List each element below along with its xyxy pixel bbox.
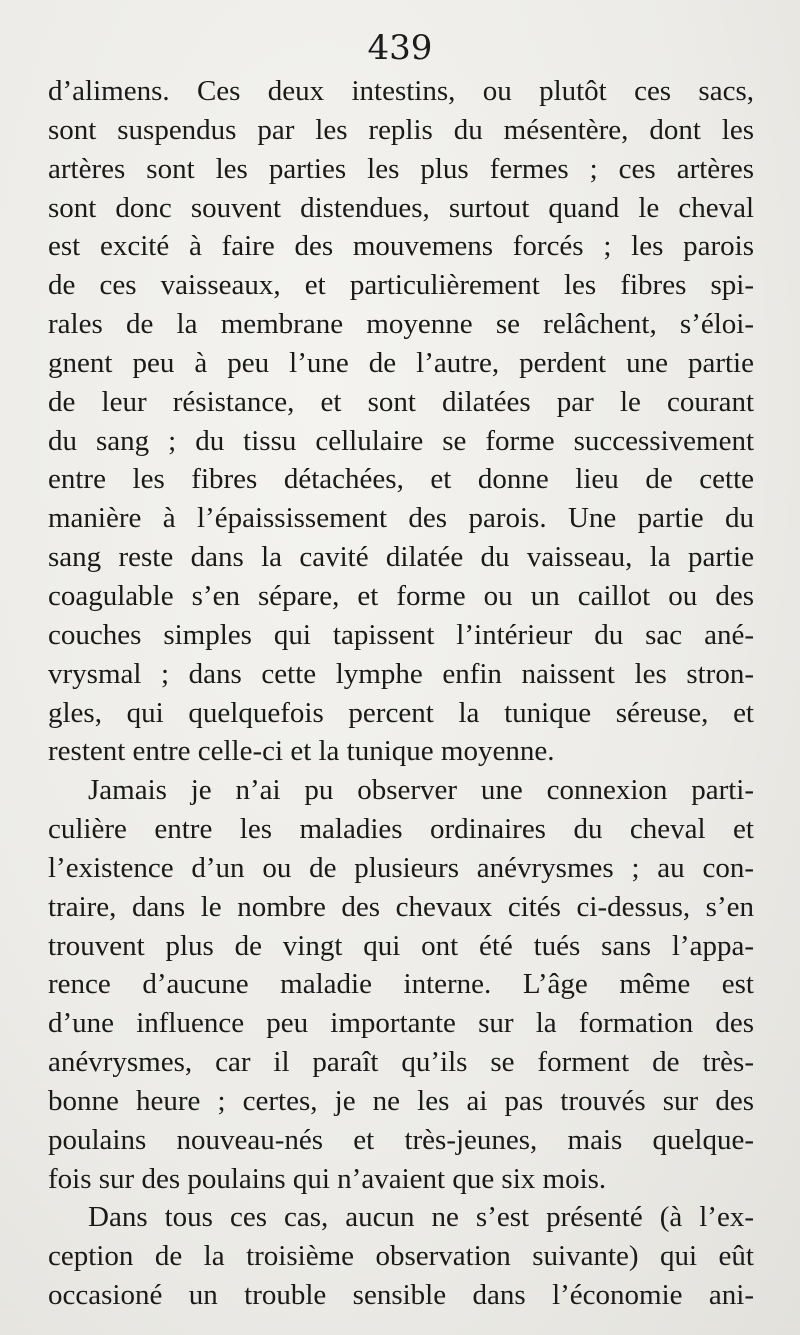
text-line: vrysmal ; dans cette lymphe enfin naissent les stron- [48, 657, 754, 690]
text-line: culière entre les maladies ordinaires du cheval et [48, 813, 754, 846]
text-line: gles, qui quelquefois percent la tunique séreuse, et [48, 696, 754, 729]
text-line: manière à l’épaississement des parois. Une partie du [48, 502, 754, 535]
text-line: d’une influence peu importante sur la formation des [48, 1007, 754, 1040]
page-number: 439 [367, 28, 433, 68]
text-line: occasioné un trouble sensible dans l’économie ani- [48, 1279, 754, 1312]
text-line: est excité à faire des mouvemens forcés ; les parois [48, 230, 754, 263]
text-line: du sang ; du tissu cellulaire se forme successivement [48, 424, 754, 457]
text-line: poulains nouveau-nés et très-jeunes, mais quelque- [48, 1123, 754, 1156]
text-line: bonne heure ; certes, je ne les ai pas trouvés sur des [48, 1084, 754, 1117]
text-line: couches simples qui tapissent l’intérieur du sac ané- [48, 618, 754, 651]
text-line: anévrysmes, car il paraît qu’ils se forment de très- [48, 1046, 754, 1079]
text-line: d’alimens. Ces deux intestins, ou plutôt ces sacs, [48, 75, 754, 107]
text-line: gnent peu à peu l’une de l’autre, perdent une partie [48, 346, 754, 379]
text-line: sang reste dans la cavité dilatée du vaisseau, la partie [48, 541, 754, 574]
text-line: artères sont les parties les plus fermes ; ces artères [48, 152, 754, 185]
text-line: traire, dans le nombre des chevaux cités ci-dessus, s’en [48, 890, 754, 923]
body-text [48, 72, 754, 1315]
text-line: l’existence d’un ou de plusieurs anévrysmes ; au con- [48, 851, 754, 884]
text-line: rence d’aucune maladie interne. L’âge même est [48, 968, 754, 1001]
text-line: Dans tous ces cas, aucun ne s’est présenté (à l’ex- [88, 1201, 754, 1234]
text-line: fois sur des poulains qui n’avaient que six mois. [48, 1162, 607, 1195]
text-line: ception de la troisième observation suivante) qui eût [48, 1240, 754, 1273]
text-line: de ces vaisseaux, et particulièrement les fibres spi- [48, 269, 754, 302]
text-line: Jamais je n’ai pu observer une connexion parti- [88, 774, 754, 807]
text-line: rales de la membrane moyenne se relâchent, s’éloi- [48, 308, 754, 341]
text-line: sont suspendus par les replis du mésentère, dont les [48, 113, 754, 146]
text-line: restent entre celle-ci et la tunique moyenne. [48, 735, 555, 768]
text-line: de leur résistance, et sont dilatées par le courant [48, 385, 754, 418]
text-line: sont donc souvent distendues, surtout quand le cheval [48, 191, 754, 224]
text-line: trouvent plus de vingt qui ont été tués sans l’appa- [48, 929, 754, 962]
text-line: entre les fibres détachées, et donne lieu de cette [48, 463, 754, 496]
text-line: coagulable s’en sépare, et forme ou un caillot ou des [48, 579, 754, 612]
